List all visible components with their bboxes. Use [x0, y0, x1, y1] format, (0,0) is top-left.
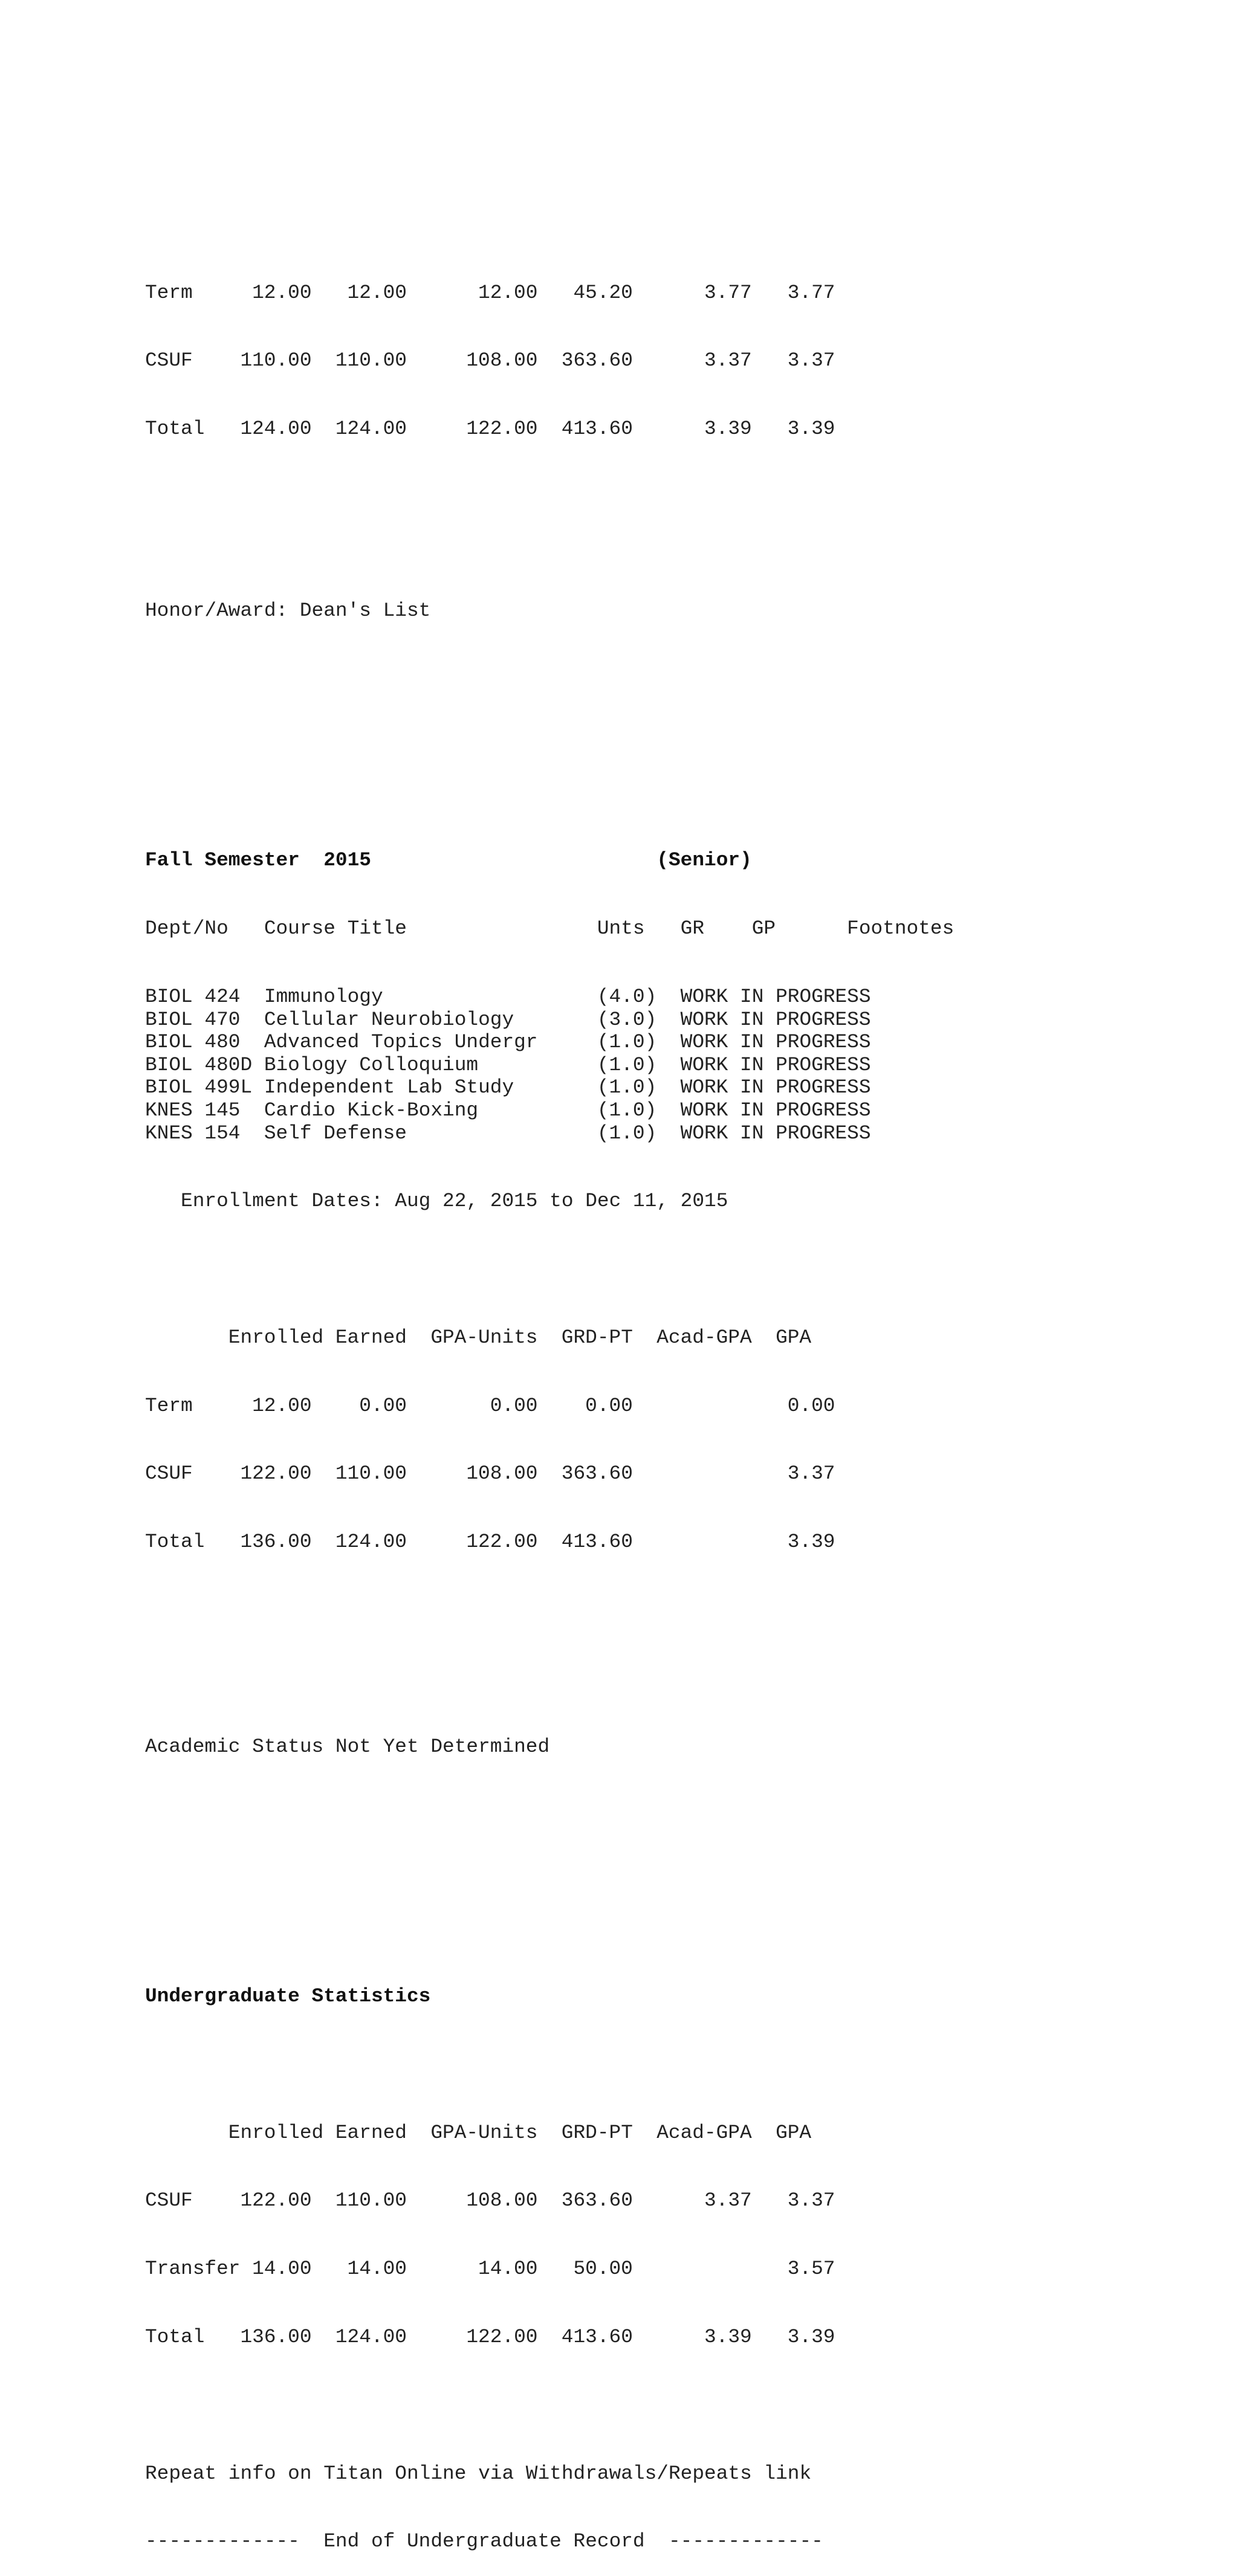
- prior-term-stats: [145, 236, 954, 486]
- grd-pt-cell: 45.20: [573, 281, 633, 304]
- grd-pt-cell: 0.00: [585, 1394, 633, 1417]
- course-row: [145, 986, 954, 1009]
- gpa-units-cell: 122.00: [466, 418, 538, 441]
- course-title: Cardio Kick-Boxing: [264, 1099, 479, 1122]
- enrolled-cell: 136.00: [240, 2326, 312, 2348]
- gpa-cell: 3.39: [787, 2326, 835, 2348]
- row-label: Term: [145, 1394, 193, 1417]
- acad-gpa-cell: 3.77: [704, 281, 752, 304]
- stats-row: [145, 418, 954, 441]
- course-status: WORK IN PROGRESS: [680, 1122, 871, 1144]
- column-header: GRD-PT: [561, 2121, 633, 2144]
- stats-row: [145, 1462, 954, 1485]
- earned-cell: 110.00: [335, 1462, 407, 1485]
- section-title: Undergraduate Statistics: [145, 1985, 431, 2008]
- units-header: Unts: [597, 917, 645, 940]
- units: (4.0): [597, 985, 657, 1008]
- course-status: WORK IN PROGRESS: [680, 985, 871, 1008]
- course-status: WORK IN PROGRESS: [680, 1031, 871, 1054]
- course-status: WORK IN PROGRESS: [680, 1053, 871, 1076]
- course-title: Advanced Topics Undergr: [264, 1031, 538, 1054]
- column-header: GPA: [776, 2121, 812, 2144]
- course-list: [145, 986, 954, 1144]
- academic-status: Academic Status Not Yet Determined: [145, 1735, 550, 1758]
- grd-pt-cell: 363.60: [561, 349, 633, 372]
- course-row: [145, 1054, 954, 1077]
- row-label: CSUF: [145, 1462, 193, 1485]
- stats-header-row: [145, 1326, 954, 1349]
- gpa-units-cell: 14.00: [478, 2258, 538, 2281]
- gpa-units-cell: 0.00: [490, 1394, 538, 1417]
- column-header: GRD-PT: [561, 1326, 633, 1349]
- footnotes-header: Footnotes: [847, 917, 954, 940]
- course-status: WORK IN PROGRESS: [680, 1076, 871, 1099]
- enrolled-cell: 124.00: [240, 418, 312, 441]
- enrolled-cell: 12.00: [252, 1394, 312, 1417]
- column-header: GPA-Units: [430, 1326, 538, 1349]
- stats-row: [145, 1395, 954, 1418]
- column-header: Enrolled: [228, 2121, 324, 2144]
- course-header-row: [145, 917, 954, 940]
- gpa-cell: 3.37: [787, 2189, 835, 2212]
- grd-pt-cell: 413.60: [561, 2326, 633, 2348]
- enrolled-cell: 14.00: [252, 2258, 312, 2281]
- stats-row: [145, 282, 954, 305]
- earned-cell: 110.00: [335, 349, 407, 372]
- units: (1.0): [597, 1031, 657, 1054]
- honor-award: Honor/Award: Dean's List: [145, 599, 431, 622]
- row-label: Term: [145, 281, 193, 304]
- gpa-units-cell: 122.00: [466, 2326, 538, 2348]
- stats-row: [145, 2326, 954, 2349]
- grd-pt-cell: 413.60: [561, 418, 633, 441]
- column-header: Acad-GPA: [656, 1326, 752, 1349]
- stats-row: [145, 1531, 954, 1554]
- gpa-cell: 3.39: [787, 1531, 835, 1554]
- dept-no: BIOL 480: [145, 1031, 241, 1054]
- course-status: WORK IN PROGRESS: [680, 1099, 871, 1122]
- grd-pt-cell: 50.00: [573, 2258, 633, 2281]
- units: (1.0): [597, 1053, 657, 1076]
- dept-no: BIOL 470: [145, 1008, 241, 1031]
- earned-cell: 124.00: [335, 1531, 407, 1554]
- gpa-units-cell: 122.00: [466, 1531, 538, 1554]
- grd-pt-cell: 413.60: [561, 1531, 633, 1554]
- stats-row: [145, 2189, 954, 2212]
- course-status: WORK IN PROGRESS: [680, 1008, 871, 1031]
- course-row: [145, 1076, 954, 1099]
- column-header: Acad-GPA: [656, 2121, 752, 2144]
- dept-no: BIOL 424: [145, 985, 241, 1008]
- grd-pt-cell: 363.60: [561, 2189, 633, 2212]
- gpa-units-cell: 12.00: [478, 281, 538, 304]
- earned-cell: 124.00: [335, 2326, 407, 2348]
- units: (3.0): [597, 1008, 657, 1031]
- earned-cell: 0.00: [359, 1394, 407, 1417]
- gpa-cell: 3.37: [787, 349, 835, 372]
- gpa-cell: 3.39: [787, 418, 835, 441]
- gpa-units-cell: 108.00: [466, 1462, 538, 1485]
- row-label: Transfer: [145, 2258, 241, 2281]
- row-label: CSUF: [145, 2189, 193, 2212]
- column-header: Earned: [335, 2121, 407, 2144]
- earned-cell: 124.00: [335, 418, 407, 441]
- transcript-page: [145, 145, 954, 2576]
- course-row: [145, 1009, 954, 1031]
- row-label: Total: [145, 2326, 205, 2348]
- stats-header-row: [145, 2122, 954, 2145]
- course-title: Immunology: [264, 985, 383, 1008]
- gpa-units-cell: 108.00: [466, 349, 538, 372]
- gpa-cell: 0.00: [787, 1394, 835, 1417]
- enrolled-cell: 110.00: [240, 349, 312, 372]
- units: (1.0): [597, 1099, 657, 1122]
- repeat-info: Repeat info on Titan Online via Withdrawals/Repeats link: [145, 2462, 812, 2485]
- grade-header: GR: [680, 917, 705, 940]
- stats-row: [145, 2258, 954, 2281]
- enrolled-cell: 122.00: [240, 2189, 312, 2212]
- units: (1.0): [597, 1122, 657, 1144]
- grd-pt-cell: 363.60: [561, 1462, 633, 1485]
- enrolled-cell: 12.00: [252, 281, 312, 304]
- gpa-units-cell: 108.00: [466, 2189, 538, 2212]
- gpa-cell: 3.77: [787, 281, 835, 304]
- course-title: Cellular Neurobiology: [264, 1008, 514, 1031]
- course-row: [145, 1031, 954, 1054]
- course-title: Independent Lab Study: [264, 1076, 514, 1099]
- column-header: GPA-Units: [430, 2121, 538, 2144]
- dept-no: KNES 154: [145, 1122, 241, 1144]
- earned-cell: 12.00: [347, 281, 407, 304]
- row-label: Total: [145, 1531, 205, 1554]
- course-row: [145, 1099, 954, 1122]
- course-row: [145, 1122, 954, 1145]
- acad-gpa-cell: 3.39: [704, 2326, 752, 2348]
- column-header: Earned: [335, 1326, 407, 1349]
- acad-gpa-cell: 3.39: [704, 418, 752, 441]
- dept-no: BIOL 499L: [145, 1076, 253, 1099]
- acad-gpa-cell: 3.37: [704, 2189, 752, 2212]
- dept-no: BIOL 480D: [145, 1053, 253, 1076]
- row-label: CSUF: [145, 349, 193, 372]
- dept-no-header: Dept/No: [145, 917, 228, 940]
- enrollment-dates: Enrollment Dates: Aug 22, 2015 to Dec 11, 2015: [181, 1190, 728, 1213]
- class-level: (Senior): [656, 849, 752, 872]
- earned-cell: 14.00: [347, 2258, 407, 2281]
- gpa-cell: 3.57: [787, 2258, 835, 2281]
- column-header: Enrolled: [228, 1326, 324, 1349]
- earned-cell: 110.00: [335, 2189, 407, 2212]
- row-label: Total: [145, 418, 205, 441]
- enrolled-cell: 136.00: [240, 1531, 312, 1554]
- enrolled-cell: 122.00: [240, 1462, 312, 1485]
- course-title: Biology Colloquium: [264, 1053, 479, 1076]
- column-header: GPA: [776, 1326, 812, 1349]
- acad-gpa-cell: 3.37: [704, 349, 752, 372]
- units: (1.0): [597, 1076, 657, 1099]
- end-of-record: ------------- End of Undergraduate Record -------------: [145, 2530, 823, 2553]
- term-title: Fall Semester 2015: [145, 849, 371, 872]
- grade-points-header: GP: [751, 917, 776, 940]
- course-title-header: Course Title: [264, 917, 407, 940]
- stats-row: [145, 349, 954, 372]
- course-title: Self Defense: [264, 1122, 407, 1144]
- gpa-cell: 3.37: [787, 1462, 835, 1485]
- dept-no: KNES 145: [145, 1099, 241, 1122]
- term-heading: [145, 849, 954, 872]
